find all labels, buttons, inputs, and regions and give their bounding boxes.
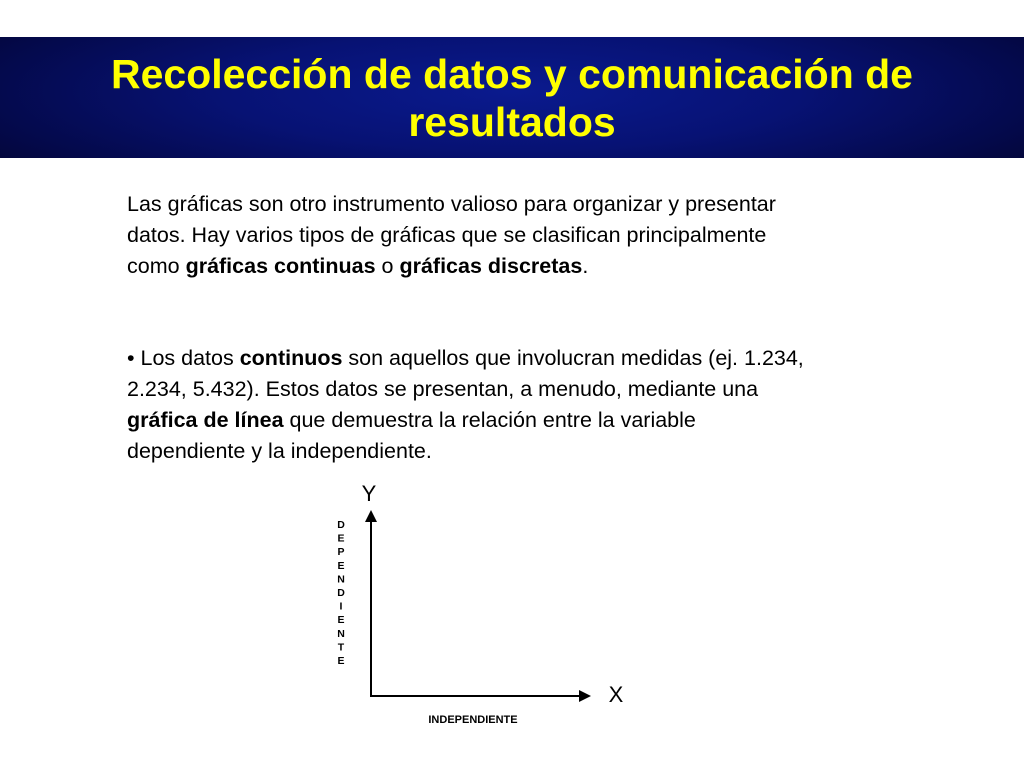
y-axis-title-letter: N — [337, 627, 345, 640]
continuous-text: son aquellos que involucran medidas (ej. 1.234, — [342, 346, 804, 370]
y-axis-title-letter: E — [337, 614, 345, 627]
continuous-line-3 — [127, 405, 947, 436]
bullet-text: • Los datos — [127, 346, 240, 370]
intro-line-3 — [127, 251, 947, 282]
y-axis-title-letter: E — [337, 532, 345, 545]
intro-text: como — [127, 254, 186, 278]
slide-title-line-2: resultados — [408, 98, 616, 145]
intro-paragraph — [127, 189, 947, 282]
x-axis-letter: X — [608, 682, 624, 707]
axes-diagram — [300, 475, 660, 735]
slide-title-line-1: Recolección de datos y comunicación de — [110, 50, 913, 97]
y-axis-title-letter: D — [337, 519, 345, 531]
y-axis-title-letter: P — [337, 546, 345, 559]
intro-line-1: Las gráficas son otro instrumento valioso para organizar y presentar — [127, 192, 776, 216]
intro-line-2: datos. Hay varios tipos de gráficas que se clasifican principalmente — [127, 223, 767, 247]
intro-period: . — [582, 254, 589, 278]
title-banner — [0, 37, 1024, 158]
continuous-line-1 — [127, 343, 947, 374]
y-axis-title-letter: T — [337, 641, 345, 654]
continuous-line-2: 2.234, 5.432). Estos datos se presentan, a menudo, mediante una — [127, 377, 759, 401]
y-axis-arrowhead — [365, 510, 377, 522]
intro-text: o — [375, 254, 400, 278]
y-axis-title-letter: N — [337, 573, 345, 586]
y-axis-title-letter: E — [337, 655, 345, 667]
continuous-data-paragraph — [127, 343, 947, 467]
y-axis-letter: Y — [361, 481, 377, 506]
continuous-text: que demuestra la relación entre la variable — [283, 408, 696, 432]
x-axis-arrowhead — [579, 690, 591, 702]
x-axis-title: INDEPENDIENTE — [428, 714, 518, 726]
term-continuous-graphs: gráficas continuas — [185, 254, 376, 278]
y-axis-title — [337, 519, 345, 667]
term-continuous: continuos — [239, 346, 343, 370]
y-axis-title-letter: D — [337, 587, 345, 599]
y-axis-title-letter: E — [337, 559, 345, 572]
term-discrete-graphs: gráficas discretas — [399, 254, 583, 278]
continuous-line-4: dependiente y la independiente. — [127, 439, 432, 463]
y-axis-title-letter: I — [339, 600, 343, 613]
term-line-graph: gráfica de línea — [127, 408, 284, 432]
